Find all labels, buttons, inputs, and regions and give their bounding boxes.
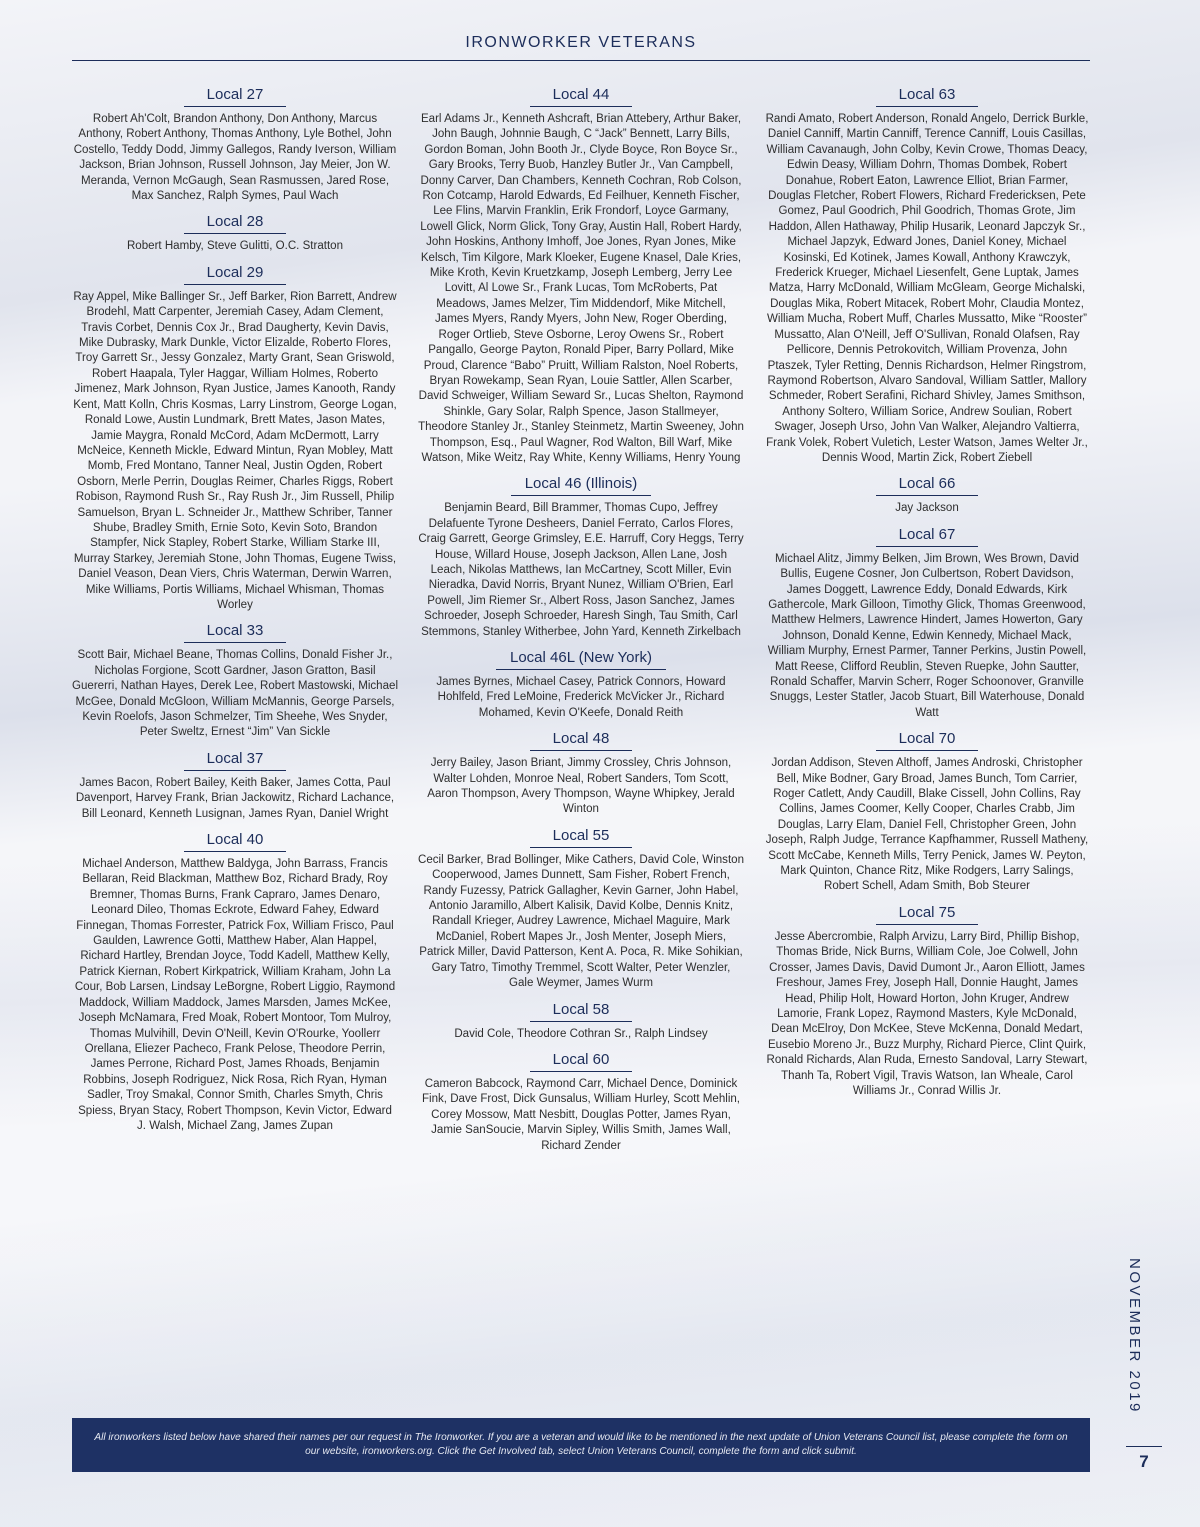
locals-columns <box>72 86 1090 1163</box>
veteran-names: Benjamin Beard, Bill Brammer, Thomas Cupo, Jeffrey Delafuente Tyrone Desheers, Daniel Ferrato, Carlos Flores, Craig Garrett, George Grimsley, E.E. Harruff, Cory Heggs, Terry House, Willard House, Joseph Jackson, Allen Lane, Josh Leach, Nikolas Matthews, Ian McCartney, Scott Miller, Evin Nieradka, David Norris, Bryant Nunez, William O'Brien, Earl Powell, Jim Riemer Sr., Albert Ross, Jason Sanchez, James Schroeder, Joseph Schroeder, Haresh Singh, Tau Smith, Carl Stemmons, Stanley Witherbee, John Yard, Kenneth Zirkelbach <box>418 502 744 638</box>
local-section <box>418 827 744 992</box>
page-title: IRONWORKER VETERANS <box>465 34 697 51</box>
veteran-names: Jesse Abercrombie, Ralph Arvizu, Larry Bird, Phillip Bishop, Thomas Bride, Nick Burns, William Cole, Joe Colwell, John Crosser, James Davis, David Dumont Jr., Aaron Elliott, James Freshour, James Frey, Joseph Hall, Donnie Haught, James Head, Philip Holt, Howard Horton, John Kruger, Andrew Lamorie, Frank Lopez, Raymond Masters, Kyle McDonald, Dean McElroy, Don McKee, Steve McKenna, Donald Medart, Eusebio Moreno Jr., Buzz Murphy, Richard Pierce, Clint Quirk, Ronald Richards, Alan Ruda, Ernesto Sandoval, Larry Stewart, Thanh Ta, Robert Vigil, Travis Watson, Ian Wheale, Carol Williams Jr., Conrad Willis Jr. <box>766 930 1088 1097</box>
local-section <box>72 622 398 740</box>
local-heading: Local 46 (Illinois) <box>511 475 651 496</box>
footer-note-box <box>72 1418 1090 1472</box>
local-heading: Local 63 <box>876 86 978 107</box>
issue-date: NOVEMBER 2019 <box>1126 1258 1143 1414</box>
veteran-names: Randi Amato, Robert Anderson, Ronald Angelo, Derrick Burkle, Daniel Canniff, Martin Canniff, Terence Canniff, Louis Casillas, William Cavanaugh, John Colby, Kevin Crowe, Thomas Deacy, Edwin Deasy, William Dohrn, Thomas Dombek, Robert Donahue, Robert Eaton, Lawrence Elliot, Brian Farmer, Douglas Fletcher, Robert Flowers, Richard Fredericksen, Pete Gomez, Paul Goodrich, Phil Goodrich, Thomas Grote, Jim Haddon, Allen Hathaway, Philip Husarik, Leonard Japczyk Sr., Michael Japzyk, Edward Jones, Daniel Koney, Michael Kosinski, Ed Kotinek, James Kowall, Anthony Krawczyk, Frederick Krueger, Michael Liesenfelt, Gene Luptak, James Matza, Harry McDonald, William McGleam, George Michalski, Douglas Mika, Robert Mitacek, Robert Mohr, Claudia Montez, William Mucha, Robert Muff, Charles Mussatto, Mike “Rooster” Mussatto, Alan O'Neill, Jeff O'Sullivan, Ronald Olafsen, Ray Pellicore, Dennis Petrokovitch, William Provenza, John Ptaszek, Tyler Retting, Dennis Richardson, Helmer Ringstrom, Raymond Robertson, Alvaro Sandoval, William Sattler, Mallory Schmeder, Robert Serafini, Richard Shivley, James Smithson, Anthony Soltero, William Sorice, Andrew Soulian, Robert Swager, Joseph Urso, John Van Walker, Alejandro Valtierra, Frank Volek, Robert Vuletich, Lester Watson, James Welter Jr., Dennis Wood, Martin Zick, Robert Ziebell <box>765 113 1089 464</box>
local-section <box>72 264 398 614</box>
page-number: 7 <box>1139 1452 1149 1471</box>
local-heading: Local 37 <box>184 750 286 771</box>
local-heading: Local 48 <box>530 730 632 751</box>
local-heading: Local 33 <box>184 622 286 643</box>
veteran-names: James Byrnes, Michael Casey, Patrick Connors, Howard Hohlfeld, Fred LeMoine, Frederick McVicker Jr., Richard Mohamed, Kevin O'Keefe, Donald Reith <box>436 676 726 719</box>
footer-note: All ironworkers listed below have shared their names per our request in The Ironworker. If you are a veteran and would like to be mentioned in the next update of Union Veterans Council list, please complete the form on our website, ironworkers.org. Click the Get Involved tab, select Union Veterans Council, complete the form and click submit. <box>94 1432 1068 1457</box>
local-section <box>418 1001 744 1042</box>
veteran-names: Cecil Barker, Brad Bollinger, Mike Cathers, David Cole, Winston Cooperwood, James Dunnett, Sam Fisher, Robert French, Randy Fuzessy, Patrick Gallagher, Kevin Garner, John Habel, Antonio Jaramillo, Albert Kalisik, David Kolbe, Dennis Knitz, Randall Krieger, Audrey Lawrence, Michael Maguire, Mark McDaniel, Robert Mapes Jr., Josh Menter, Joseph Miers, Patrick Miller, David Patterson, Kent A. Poca, R. Mike Sohikian, Gary Tatro, Timothy Tremmel, Scott Walter, Peter Wenzler, Gale Weymer, James Wurm <box>418 853 745 990</box>
local-section <box>72 213 398 254</box>
local-section <box>418 86 744 466</box>
veteran-names: Jordan Addison, Steven Althoff, James Androski, Christopher Bell, Mike Bodner, Gary Broad, James Bunch, Tom Carrier, Roger Catlett, Andy Caudill, Blake Cissell, John Collins, Ray Collins, James Coomer, Kelly Cooper, Charles Crabb, Jim Douglas, Larry Elam, Daniel Fell, Christopher Green, John Joseph, Ralph Judge, Terrance Kapfhammer, Russell Matheny, Scott McCabe, Kenneth Mills, Terry Penick, James W. Peyton, Mark Quinton, Chance Ritz, Mike Rodgers, Larry Salings, Robert Schell, Adam Smith, Bob Steurer <box>765 757 1089 893</box>
column-1 <box>72 86 398 1163</box>
local-heading: Local 58 <box>530 1001 632 1022</box>
column-2 <box>418 86 744 1163</box>
local-heading: Local 44 <box>530 86 632 107</box>
veteran-names: Michael Alitz, Jimmy Belken, Jim Brown, Wes Brown, David Bullis, Eugene Cosner, Jon Culbertson, Robert Davidson, James Doggett, Lawrence Eddy, Donald Edwards, Kirk Gathercole, Mark Gilloon, Timothy Glick, Thomas Greenwood, Matthew Helmers, Lawrence Hindert, James Howerton, Gary Johnson, Donald Kenne, Edwin Kennedy, Michael Mack, William Murphy, Ernest Parmer, Tanner Perkins, Justin Powell, Matt Reese, Clifford Reublin, Steven Ruepke, John Sautter, Ronald Schaffer, Marvin Scherr, Roger Schoonover, Granville Snuggs, Lester Statler, Jacob Stuart, Bill Waterhouse, Donald Watt <box>767 552 1087 719</box>
local-heading: Local 46L (New York) <box>496 649 666 670</box>
veteran-names: Robert Ah'Colt, Brandon Anthony, Don Anthony, Marcus Anthony, Robert Anthony, Thomas Anthony, Lyle Bothel, John Costello, Teddy Dodd, Jimmy Gallegos, Randy Iverson, William Jackson, Brian Johnson, Russell Johnson, Jay Meier, Jon W. Meranda, Vernon McGaugh, Sean Rasmussen, Jared Rose, Max Sanchez, Ralph Symes, Paul Wach <box>73 113 397 203</box>
veteran-names: Michael Anderson, Matthew Baldyga, John Barrass, Francis Bellaran, Reid Blackman, Matthew Boz, Richard Brady, Roy Bremner, Thomas Burns, Frank Capraro, James Denaro, Leonard Dileo, Thomas Eckrote, Edward Fahey, Edward Finnegan, Thomas Forrester, Patrick Fox, William Frisco, Paul Gaulden, Lawrence Gotti, Matthew Haber, Alan Happel, Richard Hartley, Brendan Joyce, Todd Kadell, Matthew Kelly, Patrick Kiernan, Robert Kirkpatrick, William Kraham, John La Cour, Bob Larsen, Lindsay LeBorgne, Robert Liggio, Raymond Maddock, William Maddock, James Marsden, James McKee, Joseph McNamara, Fred Moak, Robert Montoor, Tom Mulroy, Thomas Mulvihill, Devin O'Neill, Kevin O'Rourke, Yoollerr Orellana, Eliezer Pacheco, Frank Pelose, Theodore Perrin, James Perrone, Richard Post, James Rhoads, Benjamin Robbins, Joseph Rodriguez, Nick Rosa, Rich Ryan, Hyman Sadler, Troy Smakal, Connor Smith, Charles Smyth, Chris Spiess, Bryan Stacy, Robert Thompson, Kevin Victor, Edward J. Walsh, Michael Zang, James Zupan <box>74 858 396 1132</box>
local-section <box>418 649 744 721</box>
page-number-divider <box>1126 1446 1162 1447</box>
local-section <box>764 526 1090 721</box>
local-heading: Local 70 <box>876 730 978 751</box>
local-section <box>418 1051 744 1154</box>
local-section <box>72 750 398 822</box>
veteran-names: Jay Jackson <box>895 502 959 515</box>
column-3 <box>764 86 1090 1163</box>
local-heading: Local 66 <box>876 475 978 496</box>
local-heading: Local 40 <box>184 831 286 852</box>
local-section <box>72 86 398 204</box>
local-section <box>764 730 1090 895</box>
local-section <box>418 730 744 818</box>
local-section <box>418 475 744 640</box>
veteran-names: Scott Bair, Michael Beane, Thomas Collins, Donald Fisher Jr., Nicholas Forgione, Scott Gardner, Jason Gratton, Basil Guererri, Nathan Hayes, Derek Lee, Robert Mastowski, Michael McGee, Donald McGloon, William McMannis, George Parsels, Kevin Roelofs, Jason Schmelzer, Tim Sheehe, Wes Snyder, Peter Sweltz, Ernest “Jim” Van Sickle <box>72 649 399 739</box>
local-section <box>764 475 1090 516</box>
veteran-names: Ray Appel, Mike Ballinger Sr., Jeff Barker, Rion Barrett, Andrew Brodehl, Matt Carpenter, Jeremiah Casey, Adam Clement, Travis Corbet, Dennis Cox Jr., Brad Daugherty, Kevin Davis, Mike Dubrasky, Mark Dunkle, Victor Elizalde, Roberto Flores, Troy Garrett Sr., Jessy Gonzalez, Marty Grant, Sean Griswold, Robert Haapala, Tyler Haggar, William Holmes, Roberto Jimenez, Mark Johnson, Ryan Justice, James Kanooth, Randy Kent, Matt Kolln, Chris Kosmas, Larry Linstrom, George Logan, Ronald Lowe, Austin Lundmark, Brett Mates, Jason Mates, Jamie Maygra, Ronald McCord, Adam McDermott, Larry McNeice, Kenneth Mickle, Edward Mintun, Ryan Mobley, Matt Momb, Fred Montano, Tanner Neal, Justin Ogden, Robert Osborn, Merle Perrin, Douglas Reimer, Charles Riggs, Robert Robison, Raymond Rush Sr., Ray Rush Jr., Jim Russell, Philip Samuelson, Bryan L. Schneider Jr., Matthew Schriber, Tanner Shube, Bradley Smith, Ernie Soto, Kevin Soto, Brandon Stampfer, Nick Stapley, Robert Starke, William Starke III, Murray Starkey, Jeremiah Stone, John Thomas, Eugene Twiss, Daniel Veason, Dean Viers, Chris Waterman, Derwin Warren, Mike Williams, Portis Williams, Michael Whisman, Thomas Worley <box>73 290 397 611</box>
local-section <box>764 904 1090 1099</box>
local-heading: Local 27 <box>184 86 286 107</box>
local-heading: Local 55 <box>530 827 632 848</box>
local-section <box>764 86 1090 466</box>
veteran-names: David Cole, Theodore Cothran Sr., Ralph Lindsey <box>454 1027 708 1040</box>
local-heading: Local 67 <box>876 526 978 547</box>
local-heading: Local 75 <box>876 904 978 925</box>
title-divider <box>72 60 1090 61</box>
veteran-names: Earl Adams Jr., Kenneth Ashcraft, Brian Attebery, Arthur Baker, John Baugh, Johnnie Baugh, C “Jack” Bennett, Larry Bills, Gordon Boman, John Booth Jr., Clyde Boyce, Ron Boyce Sr., Gary Brooks, Terry Buob, Hanzley Butler Jr., Van Campbell, Donny Carver, Dan Chambers, Kenneth Cochran, Rob Colson, Ron Cotcamp, Harold Edwards, Ed Feilhuer, Kenneth Fischer, Lee Flins, Marvin Franklin, Erik Frondorf, Loyce Garmany, Lowell Glick, Norm Glick, Tony Gray, Austin Hall, Robert Hardy, John Hoskins, Anthony Imhoff, Joe Jones, Ryan Jones, Mike Kelsch, Tim Kilgore, Mark Kloeker, Eugene Knasel, Dale Kries, Mike Kroth, Kevin Kruetzkamp, Joseph Lemberg, Jerry Lee Lovitt, Al Lowe Sr., Frank Lucas, Tom McRoberts, Pat Meadows, James Melzer, Tim Middendorf, Mike Mitchell, James Myers, Randy Myers, John New, Roger Oberding, Roger Ortlieb, Steve Osborne, Leroy Owens Sr., Robert Pangallo, George Payton, Ronald Piper, Barry Pollard, Mike Proud, Clarence “Babo” Pruitt, William Ralston, Noel Roberts, Bryan Rowekamp, Sean Ryan, Louie Sattler, Allen Scarber, David Schweiger, William Seward Sr., Lucas Shelton, Raymond Shinkle, Gary Solar, Ralph Spence, Jason Stallmeyer, Theodore Stanley Jr., Stanley Steinmetz, Martin Sweeney, John Thompson, Esq., Paul Wagner, Rod Walton, Bill Warf, Mike Watson, Mike Weitz, Ray White, Kenny Williams, Henry Young <box>418 113 744 464</box>
local-section <box>72 831 398 1134</box>
local-heading: Local 29 <box>184 264 286 285</box>
veteran-names: Robert Hamby, Steve Gulitti, O.C. Stratton <box>126 240 344 253</box>
veteran-names: James Bacon, Robert Bailey, Keith Baker, James Cotta, Paul Davenport, Harvey Frank, Brian Jackowitz, Richard Lachance, Bill Leonard, Kenneth Lusignan, James Ryan, Daniel Wright <box>75 776 395 820</box>
local-heading: Local 60 <box>530 1051 632 1072</box>
local-heading: Local 28 <box>184 213 286 234</box>
veteran-names: Cameron Babcock, Raymond Carr, Michael Dence, Dominick Fink, Dave Frost, Dick Gunsalus, William Hurley, Scott Mehlin, Corey Mossow, Matt Nesbitt, Douglas Potter, James Ryan, Jamie SanSoucie, Marvin Sipley, Willis Smith, James Wall, Richard Zender <box>421 1077 741 1152</box>
veteran-names: Jerry Bailey, Jason Briant, Jimmy Crossley, Chris Johnson, Walter Lohden, Monroe Neal, Robert Sanders, Tom Scott, Aaron Thompson, Avery Thompson, Wayne Whipkey, Jerald Winton <box>427 757 735 816</box>
